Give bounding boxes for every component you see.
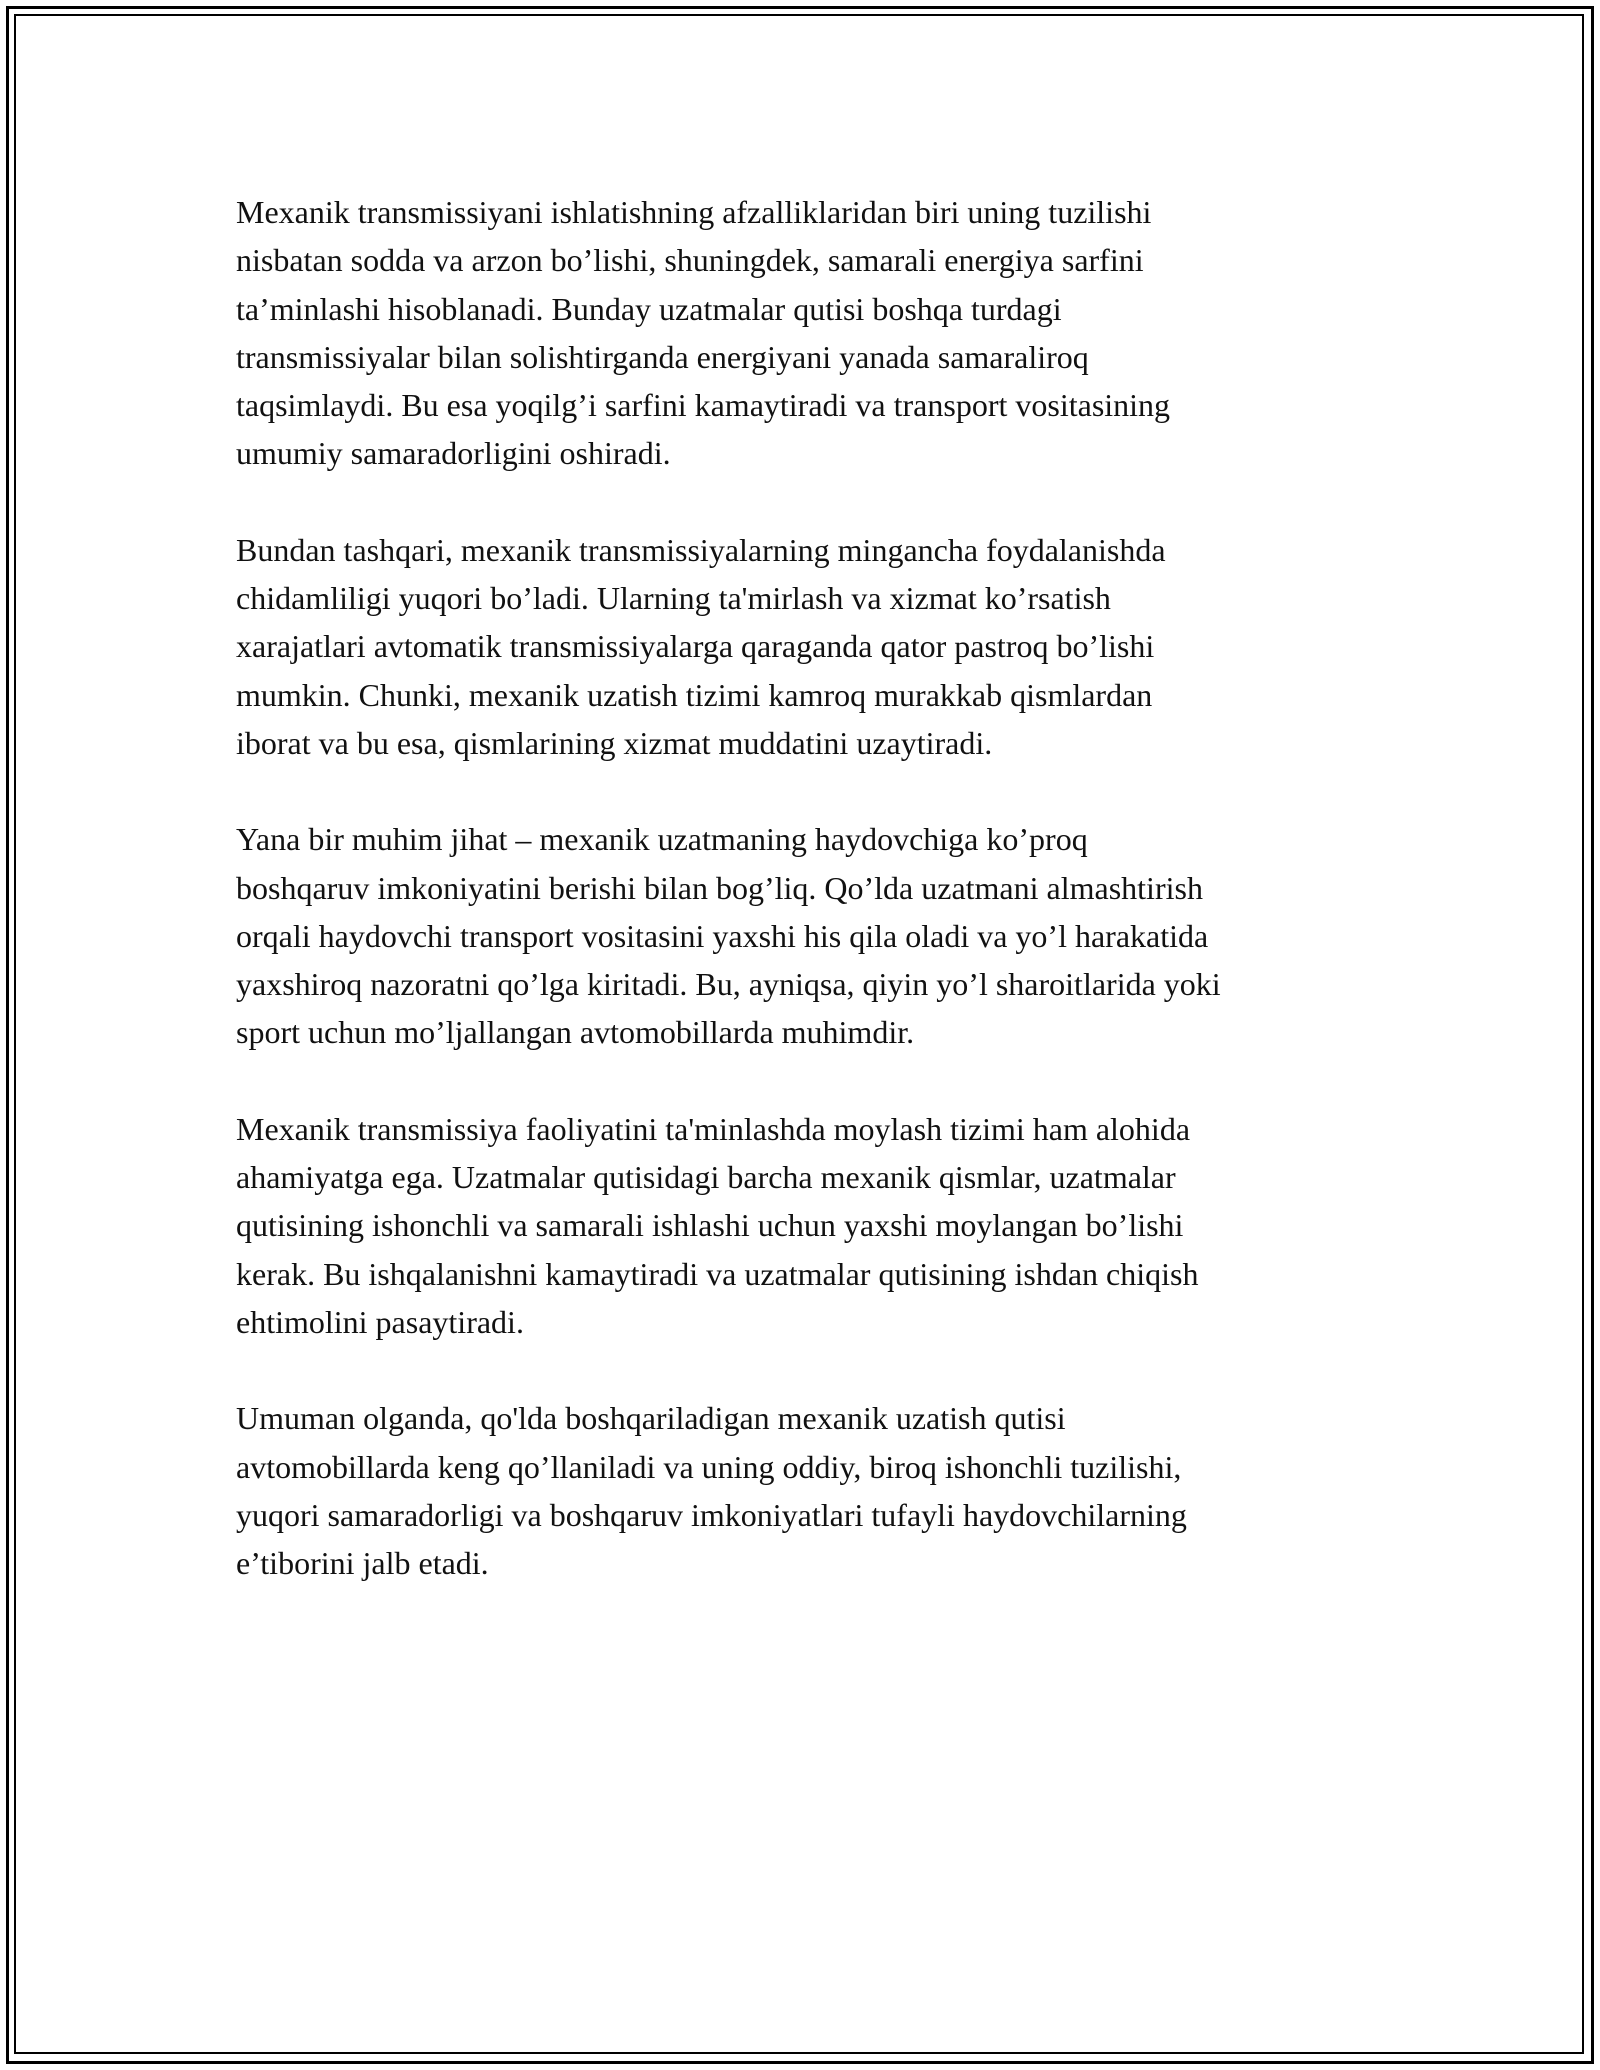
paragraph-3: Yana bir muhim jihat – mexanik uzatmaning haydovchiga ko’proq boshqaruv imkoniyatini berishi bilan bog’liq. Qo’lda uzatmani almashtirish orqali haydovchi transport vositasini yaxshi his qila oladi va yo’l harakatida yaxshiroq nazoratni qo’lga kiritadi. Bu, ayniqsa, qiyin yo’l sharoitlarida yoki sport uchun mo’ljallangan avtomobillarda muhimdir. xyxy=(236,821,1221,1051)
paragraph-2: Bundan tashqari, mexanik transmissiyalarning mingancha foydalanishda chidamliligi yuqori bo’ladi. Ularning ta'mirlash va xizmat ko’rsatish xarajatlari avtomatik transmissiyalarga qaraganda qator pastroq bo’lishi mumkin. Chunki, mexanik uzatish tizimi kamroq murakkab qismlardan iborat va bu esa, qismlarining xizmat muddatini uzaytiradi. xyxy=(236,531,1166,761)
paragraph-1: Mexanik transmissiyani ishlatishning afzalliklaridan biri uning tuzilishi nisbatan sodda va arzon bo’lishi, shuningdek, samarali energiya sarfini ta’minlashi hisoblanadi. Bunday uzatmalar qutisi boshqa turdagi transmissiyalar bilan solishtirganda energiyani yanada samaraliroq taqsimlaydi. Bu esa yoqilg’i sarfini kamaytiradi va transport vositasining umumiy samaradorligini oshiradi. xyxy=(236,194,1171,472)
paragraph-5: Umuman olganda, qo'lda boshqariladigan mexanik uzatish qutisi avtomobillarda keng qo’llaniladi va uning oddiy, biroq ishonchli tuzilishi, yuqori samaradorligi va boshqaruv imkoniyatlari tufayli haydovchilarning e’tiborini jalb etadi. xyxy=(236,1400,1187,1582)
document-body xyxy=(236,188,1386,1635)
paragraph-4: Mexanik transmissiya faoliyatini ta'minlashda moylash tizimi ham alohida ahamiyatga ega. Uzatmalar qutisidagi barcha mexanik qismlar, uzatmalar qutisining ishonchli va samarali ishlashi uchun yaxshi moylangan bo’lishi kerak. Bu ishqalanishni kamaytiradi va uzatmalar qutisining ishdan chiqish ehtimolini pasaytiradi. xyxy=(236,1110,1199,1340)
